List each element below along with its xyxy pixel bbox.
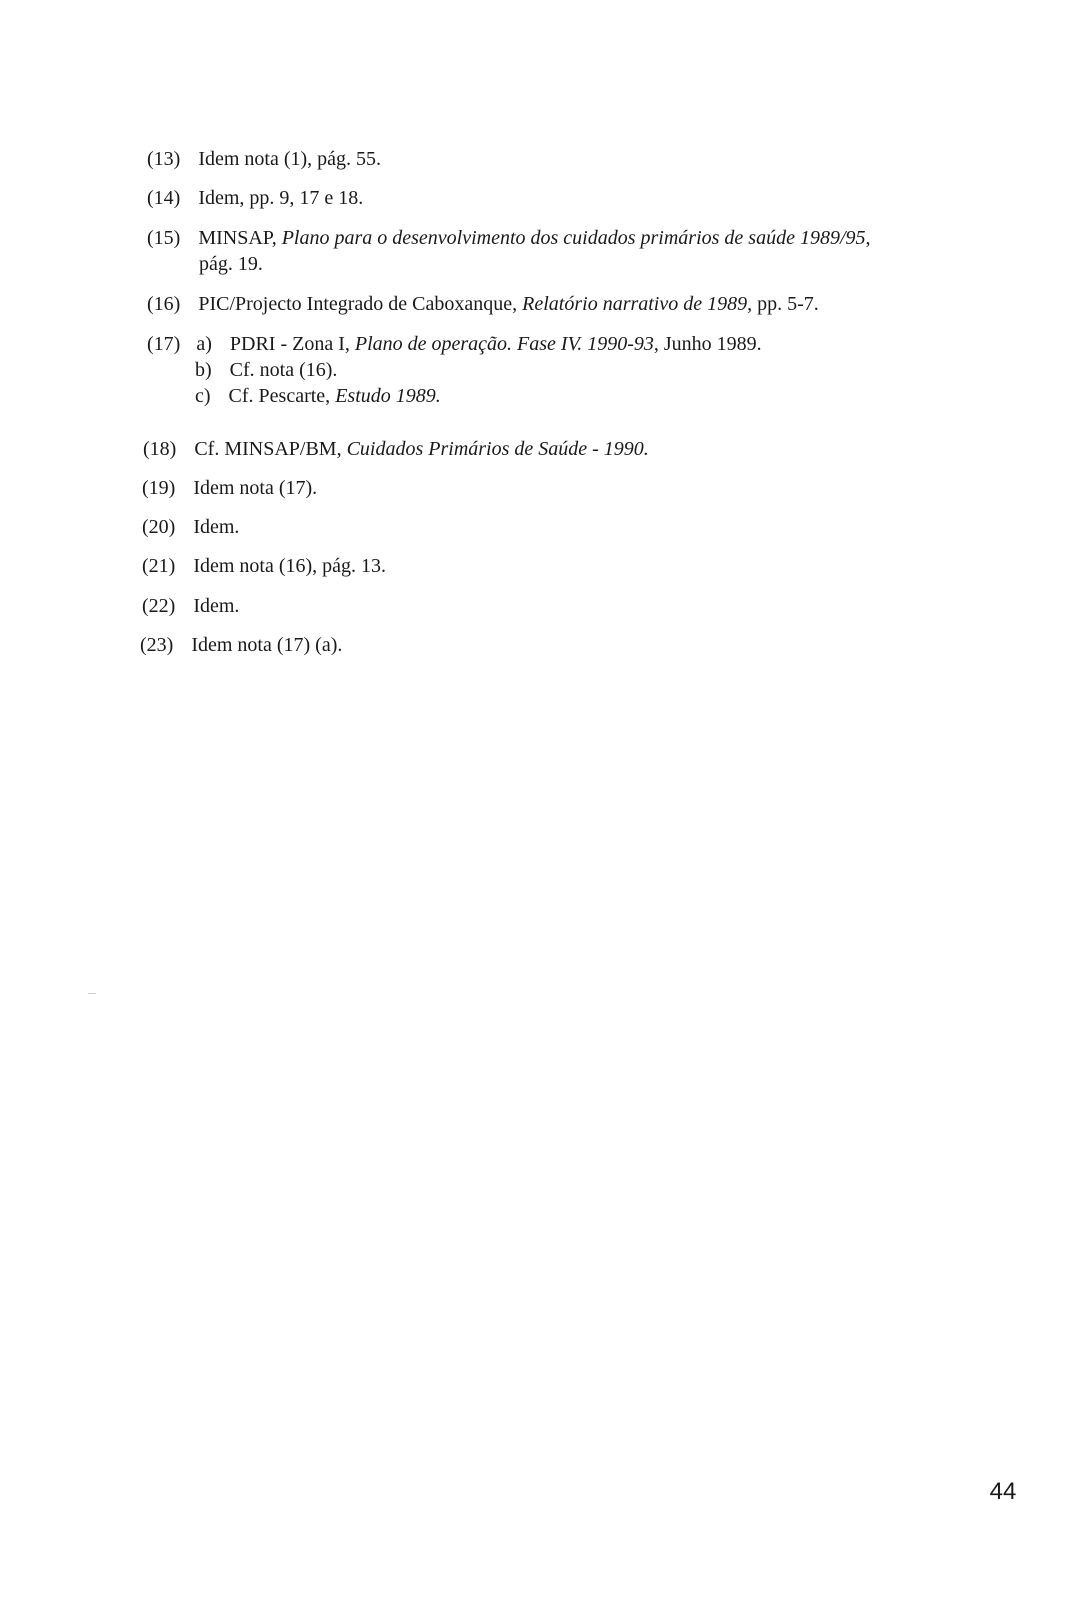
footnote-number: (20) [142, 516, 176, 538]
footnote-text: Idem, pp. 9, 17 e 18. [198, 187, 364, 209]
sub-label: c) [195, 385, 211, 407]
footnote-14 [147, 186, 363, 210]
footnote-text: PIC/Projecto Integrado de Caboxanque, [198, 293, 523, 315]
footnote-number: (22) [142, 595, 176, 617]
footnote-17 [147, 332, 762, 356]
footnote-15 [147, 226, 871, 250]
footnote-text: Cf. nota (16). [229, 359, 338, 381]
footnote-title: Estudo 1989. [335, 385, 441, 407]
sub-label: b) [195, 359, 212, 381]
footnote-text: PDRI - Zona I, [229, 333, 355, 355]
footnote-19 [142, 476, 317, 500]
footnote-title: Plano de operação. Fase IV. 1990-93 [354, 333, 654, 355]
footnote-20 [142, 515, 239, 539]
scan-speck [88, 993, 96, 994]
footnote-text: pág. 19. [199, 253, 263, 275]
footnote-text: Idem nota (1), pág. 55. [198, 148, 382, 170]
footnote-title: Plano para o desenvolvimento dos cuidados primários de saúde 1989/95 [281, 227, 866, 249]
footnote-text: Idem nota (17). [193, 477, 318, 499]
footnote-text: , [865, 227, 871, 249]
sub-label: a) [196, 333, 212, 355]
footnote-number: (16) [147, 293, 181, 315]
footnote-16 [147, 292, 819, 316]
footnote-number: (21) [142, 555, 176, 577]
footnote-13 [147, 147, 381, 171]
footnote-title: Relatório narrativo de 1989 [522, 293, 748, 315]
footnote-15-continuation [199, 252, 263, 276]
footnote-21 [142, 554, 386, 578]
footnote-title: Cuidados Primários de Saúde - 1990. [346, 438, 649, 460]
footnote-number: (13) [147, 148, 181, 170]
footnote-number: (19) [142, 477, 176, 499]
page-number-text: 44 [989, 1478, 1017, 1505]
footnote-text: Idem. [193, 516, 240, 538]
footnote-text: Idem nota (16), pág. 13. [193, 555, 387, 577]
footnote-text: Cf. MINSAP/BM, [194, 438, 347, 460]
footnote-text: Cf. Pescarte, [228, 385, 336, 407]
footnote-text: Idem. [193, 595, 240, 617]
footnote-18 [143, 437, 649, 461]
footnote-text: , Junho 1989. [653, 333, 762, 355]
footnote-22 [142, 594, 239, 618]
footnote-17-b [195, 358, 337, 382]
footnote-text: Idem nota (17) (a). [191, 634, 343, 656]
footnote-number: (15) [147, 227, 181, 249]
footnote-number: (14) [147, 187, 181, 209]
footnote-number: (18) [143, 438, 177, 460]
footnote-text: MINSAP, [198, 227, 282, 249]
footnote-text: , pp. 5-7. [747, 293, 819, 315]
footnote-number: (17) [147, 333, 181, 355]
footnote-17-c [195, 384, 441, 408]
footnote-23 [140, 633, 342, 657]
footnote-number: (23) [140, 634, 174, 656]
page-number [0, 1478, 1033, 1506]
